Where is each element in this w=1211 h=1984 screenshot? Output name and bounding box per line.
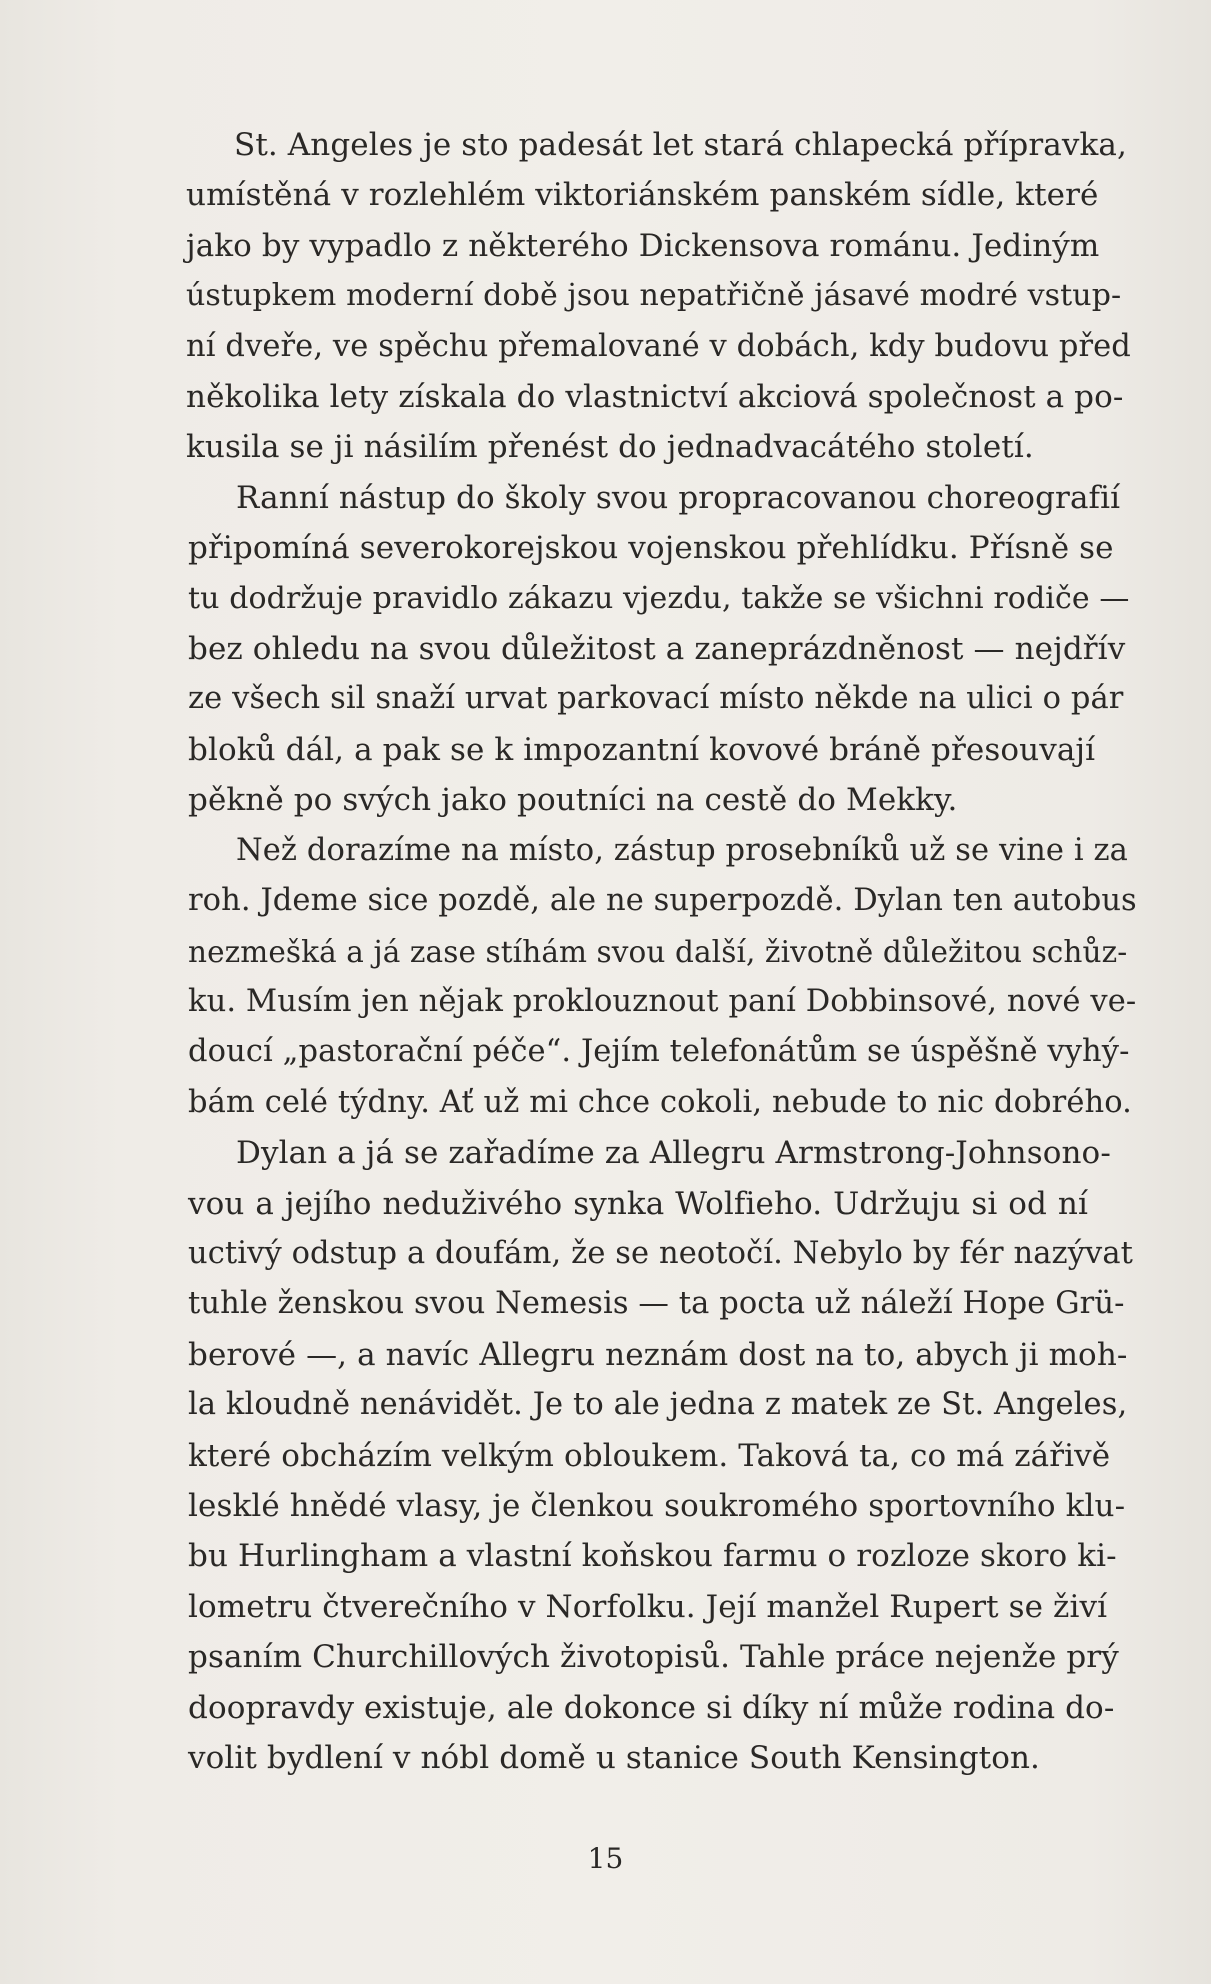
text-line: bu Hurlingham a vlastní koňskou farmu o rozloze skoro ki-: [188, 1538, 1117, 1575]
text-line: roh. Jdeme sice pozdě, ale ne superpozdě. Dylan ten autobus: [188, 883, 1137, 919]
text-line: volit bydlení v nóbl domě u stanice South Kensington.: [188, 1740, 1040, 1776]
text-line: ze všech sil snaží urvat parkovací místo někde na ulici o pár: [188, 681, 1124, 717]
text-line: ní dveře, ve spěchu přemalované v dobách, kdy budovu před: [186, 328, 1131, 364]
text-line: berové —, a navíc Allegru neznám dost na to, abych ji moh-: [188, 1336, 1128, 1373]
text-line: Ranní nástup do školy svou propracovanou choreografií: [236, 479, 1121, 516]
paragraph: [138, 1128, 1134, 1783]
text-line: doucí „pastorační péče“. Jejím telefonátům se úspěšně vyhý-: [188, 1034, 1130, 1070]
text-line: Dylan a já se zařadíme za Allegru Armstrong-Johnsono-: [236, 1135, 1111, 1172]
text-line: tu dodržuje pravidlo zákazu vjezdu, takže se všichni rodiče —: [188, 580, 1130, 616]
text-line: bám celé týdny. Ať už mi chce cokoli, nebude to nic dobrého.: [188, 1084, 1132, 1120]
text-line: la kloudně nenávidět. Je to ale jedna z matek ze St. Angeles,: [188, 1387, 1128, 1423]
text-line: uctivý odstup a doufám, že se neotočí. Nebylo by fér nazývat: [188, 1235, 1134, 1271]
text-line: tuhle ženskou svou Nemesis — ta pocta už náleží Hope Grü-: [188, 1286, 1125, 1322]
text-line: které obcházím velkým obloukem. Taková ta, co má zářivě: [188, 1437, 1111, 1474]
text-line: lesklé hnědé vlasy, je členkou soukromého sportovního klu-: [188, 1487, 1126, 1524]
text-line: psaním Churchillových životopisů. Tahle práce nejenže prý: [188, 1639, 1119, 1676]
text-line: ústupkem moderní době jsou nepatřičně jásavé modré vstup-: [186, 278, 1122, 314]
text-line: připomíná severokorejskou vojenskou přehlídku. Přísně se: [188, 530, 1114, 567]
body-text: [138, 120, 1137, 1783]
text-line: jako by vypadlo z některého Dickensova románu. Jediným: [186, 227, 1100, 264]
text-line: ku. Musím jen nějak proklouznout paní Dobbinsové, nové ve-: [188, 983, 1137, 1019]
text-line: bez ohledu na svou důležitost a zaneprázdněnost — nejdřív: [188, 631, 1126, 668]
text-line: vou a jejího neduživého synka Wolfieho. Udržuju si od ní: [188, 1185, 1088, 1222]
paragraph: [138, 826, 1137, 1128]
text-line: několika lety získala do vlastnictví akciová společnost a po-: [186, 379, 1124, 416]
text-line: umístěná v rozlehlém viktoriánském panském sídle, které: [186, 177, 1099, 214]
paragraph: [138, 473, 1130, 826]
text-line: doopravdy existuje, ale dokonce si díky ní může rodina do-: [188, 1689, 1115, 1726]
text-line: lometru čtverečního v Norfolku. Její manžel Rupert se živí: [188, 1588, 1108, 1625]
text-line: Než dorazíme na místo, zástup prosebníků už se vine i za: [236, 832, 1128, 868]
paragraph: [138, 120, 1131, 473]
text-line: St. Angeles je sto padesát let stará chlapecká přípravka,: [234, 127, 1127, 163]
text-line: kusila se ji násilím přenést do jednadvacátého století.: [186, 429, 1034, 466]
text-line: nezmešká a já zase stíhám svou další, životně důležitou schůz-: [188, 934, 1128, 969]
page-number: 15: [587, 1842, 624, 1875]
text-line: pěkně po svých jako poutníci na cestě do Mekky.: [188, 782, 958, 819]
text-line: bloků dál, a pak se k impozantní kovové bráně přesouvají: [188, 731, 1096, 768]
